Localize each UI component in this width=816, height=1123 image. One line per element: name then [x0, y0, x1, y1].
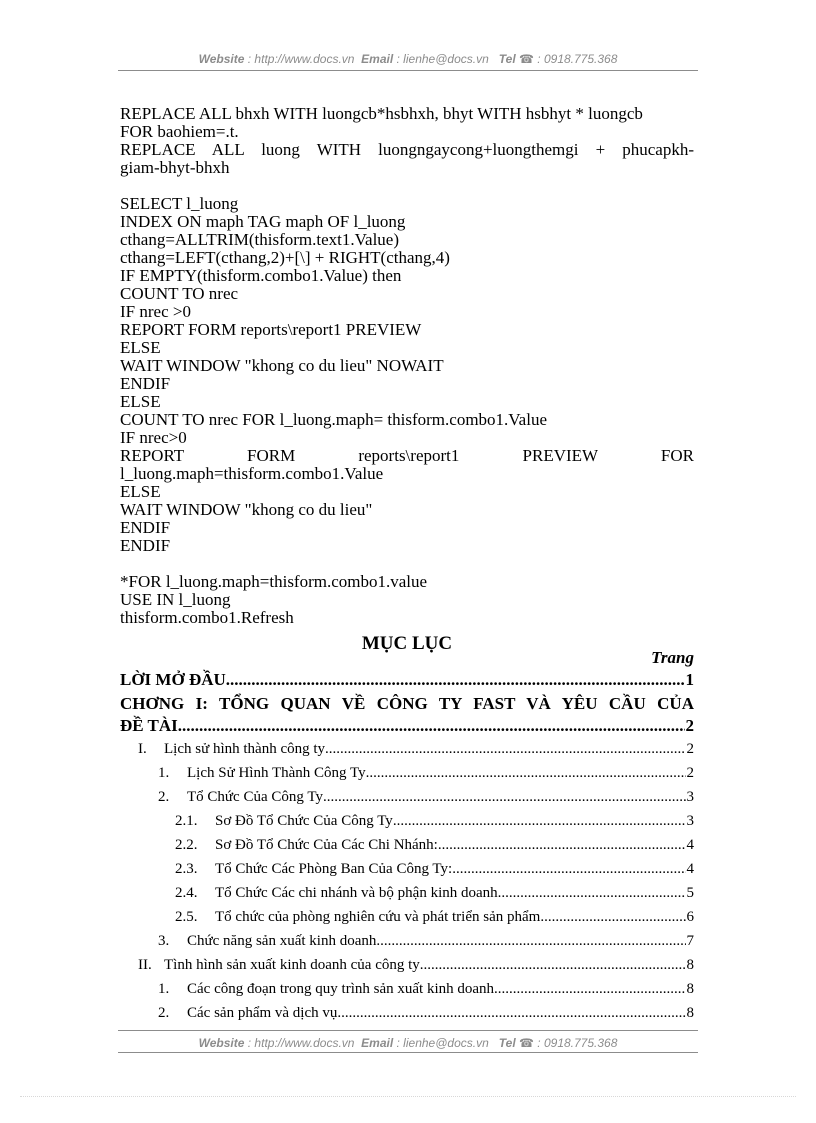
code-line: IF nrec >0	[120, 302, 191, 321]
toc-entry-label: LỜI MỞ ĐẦU	[120, 670, 226, 689]
toc-entry[interactable]	[120, 905, 694, 929]
toc-entry-page: 8	[686, 957, 694, 973]
toc-leader	[498, 881, 686, 905]
toc-entry-number: 1.	[158, 765, 170, 781]
code-line: WAIT WINDOW "khong co du lieu" NOWAIT	[120, 356, 444, 375]
code-line: REPORT FORM reports\report1 PREVIEW	[120, 320, 422, 339]
toc-entry[interactable]	[120, 737, 694, 761]
toc-entry-intro[interactable]	[120, 669, 694, 691]
toc-entry-number: 2.1.	[175, 813, 198, 829]
toc-entry-label: Lịch sử hình thành công ty	[164, 741, 326, 757]
toc-entry[interactable]	[120, 881, 694, 905]
toc-leader	[178, 715, 685, 737]
code-line: REPORT FORM reports\report1 PREVIEW FOR	[120, 446, 694, 465]
toc-entry-label: Tổ Chức Các Phòng Ban Của Công Ty:	[215, 861, 453, 877]
toc-leader	[393, 809, 686, 833]
header-divider	[118, 70, 698, 71]
toc-entry-page: 3	[686, 789, 694, 805]
toc-chapter-1-line-1[interactable]: CHƠNG I: TỔNG QUAN VỀ CÔNG TY FAST VÀ YÊU CẦU CỦA	[120, 694, 694, 713]
toc-entry-number: 2.	[158, 789, 170, 805]
code-line: ENDIF	[120, 518, 171, 537]
toc-leader	[452, 857, 685, 881]
code-line: giam-bhyt-bhxh	[120, 158, 230, 177]
toc-leader	[540, 905, 685, 929]
tel-label: Tel	[498, 1036, 516, 1050]
website-url: : http://www.docs.vn	[247, 1036, 355, 1050]
website-url: : http://www.docs.vn	[247, 52, 355, 66]
toc-entry-label: Sơ Đồ Tổ Chức Của Các Chi Nhánh:	[215, 837, 438, 853]
page-footer	[118, 1036, 698, 1050]
email-label: Email	[361, 1036, 394, 1050]
toc-entry[interactable]	[120, 785, 694, 809]
toc-entry-number: 2.4.	[175, 885, 198, 901]
toc-leader	[325, 737, 685, 761]
toc-leader	[438, 833, 686, 857]
code-line: cthang=ALLTRIM(thisform.text1.Value)	[120, 230, 400, 249]
toc-entry-page: 2	[685, 716, 694, 735]
tel-value: ☎ : 0918.775.368	[519, 52, 618, 66]
toc-entry-number: 3.	[158, 933, 170, 949]
code-block-1	[120, 105, 694, 177]
code-line: ENDIF	[120, 536, 171, 555]
code-line: *FOR l_luong.maph=thisform.combo1.value	[120, 572, 428, 591]
toc-entry[interactable]	[120, 977, 694, 1001]
code-block-3	[120, 573, 694, 627]
toc-entry-label: Chức năng sản xuất kinh doanh	[187, 933, 377, 949]
toc-entry-number: II.	[138, 957, 152, 973]
toc-entry-number: 2.2.	[175, 837, 198, 853]
toc-entry-label: Tổ Chức Của Công Ty	[187, 789, 323, 805]
toc-entry-page: 1	[685, 670, 694, 689]
toc-entry-page: 8	[686, 981, 694, 997]
toc-entry[interactable]	[120, 761, 694, 785]
footer-divider	[118, 1030, 698, 1031]
code-line: INDEX ON maph TAG maph OF l_luong	[120, 212, 406, 231]
toc-entry-page: 2	[686, 741, 694, 757]
toc-entry-page: 2	[686, 765, 694, 781]
code-line: COUNT TO nrec	[120, 284, 239, 303]
code-line: COUNT TO nrec FOR l_luong.maph= thisform.combo1.Value	[120, 410, 548, 429]
toc-entry-page: 7	[686, 933, 694, 949]
page-header	[118, 52, 698, 66]
toc-entry-page: 4	[686, 861, 694, 877]
toc-entry-number: 1.	[158, 981, 170, 997]
code-line: ELSE	[120, 482, 161, 501]
code-line: SELECT l_luong	[120, 194, 239, 213]
toc-entry-label: Tổ Chức Các chi nhánh và bộ phận kinh doanh	[215, 885, 498, 901]
toc-leader	[323, 785, 686, 809]
toc-entry-page: 5	[686, 885, 694, 901]
toc-entry[interactable]	[120, 953, 694, 977]
toc-entry-label: Các sản phẩm và dịch vụ	[187, 1005, 338, 1021]
table-of-contents	[120, 669, 694, 1025]
code-line: ELSE	[120, 392, 161, 411]
code-block-2	[120, 195, 694, 555]
toc-leader	[494, 977, 685, 1001]
toc-entry[interactable]	[120, 1001, 694, 1025]
toc-entry-label: Lịch Sử Hình Thành Công Ty	[187, 765, 366, 781]
toc-entry[interactable]	[120, 857, 694, 881]
email-label: Email	[361, 52, 394, 66]
toc-leader	[420, 953, 686, 977]
code-line: REPLACE ALL bhxh WITH luongcb*hsbhxh, bhyt WITH hsbhyt * luongcb	[120, 104, 643, 123]
code-line: USE IN l_luong	[120, 590, 231, 609]
tel-value: ☎ : 0918.775.368	[519, 1036, 618, 1050]
toc-entry-number: 2.5.	[175, 909, 198, 925]
website-label: Website	[198, 1036, 245, 1050]
page-edge	[20, 1096, 796, 1097]
toc-entry-page: 3	[686, 813, 694, 829]
toc-entry-page: 8	[686, 1005, 694, 1021]
code-line: IF EMPTY(thisform.combo1.Value) then	[120, 266, 402, 285]
code-line: WAIT WINDOW "khong co du lieu"	[120, 500, 373, 519]
toc-entry-label: Các công đoạn trong quy trình sản xuất kinh doanh	[187, 981, 495, 997]
email-value: : lienhe@docs.vn	[396, 1036, 489, 1050]
code-line: l_luong.maph=thisform.combo1.Value	[120, 464, 384, 483]
toc-entry-label: Sơ Đồ Tổ Chức Của Công Ty	[215, 813, 393, 829]
toc-title: MỤC LỤC	[361, 633, 453, 654]
toc-leader	[366, 761, 686, 785]
toc-entry-label: Tổ chức của phòng nghiên cứu và phát triển sản phẩm	[215, 909, 541, 925]
footer-bottom-divider	[118, 1052, 698, 1053]
toc-entry[interactable]	[120, 809, 694, 833]
toc-entry-number: 2.3.	[175, 861, 198, 877]
toc-leader	[337, 1001, 685, 1025]
toc-entry-number: I.	[138, 741, 147, 757]
code-line: thisform.combo1.Refresh	[120, 608, 294, 627]
code-line: IF nrec>0	[120, 428, 187, 447]
toc-entry-page: 6	[686, 909, 694, 925]
toc-page-label: Trang	[651, 648, 694, 667]
toc-entry-label: Tình hình sản xuất kinh doanh của công ty	[164, 957, 420, 973]
toc-entry[interactable]	[120, 833, 694, 857]
code-line: ENDIF	[120, 374, 171, 393]
toc-leader	[376, 929, 685, 953]
code-line: FOR baohiem=.t.	[120, 122, 239, 141]
toc-entry[interactable]	[120, 929, 694, 953]
code-line: ELSE	[120, 338, 161, 357]
toc-chapter-1-line-2[interactable]	[120, 715, 694, 737]
website-label: Website	[198, 52, 245, 66]
tel-label: Tel	[498, 52, 516, 66]
toc-entry-label: ĐỀ TÀI	[120, 716, 178, 735]
code-line: cthang=LEFT(cthang,2)+[\] + RIGHT(cthang,4)	[120, 248, 450, 267]
toc-leader	[226, 669, 685, 691]
toc-entry-number: 2.	[158, 1005, 170, 1021]
email-value: : lienhe@docs.vn	[396, 52, 489, 66]
toc-entry-page: 4	[686, 837, 694, 853]
code-line: REPLACE ALL luong WITH luongngaycong+luongthemgi + phucapkh-	[120, 140, 694, 159]
